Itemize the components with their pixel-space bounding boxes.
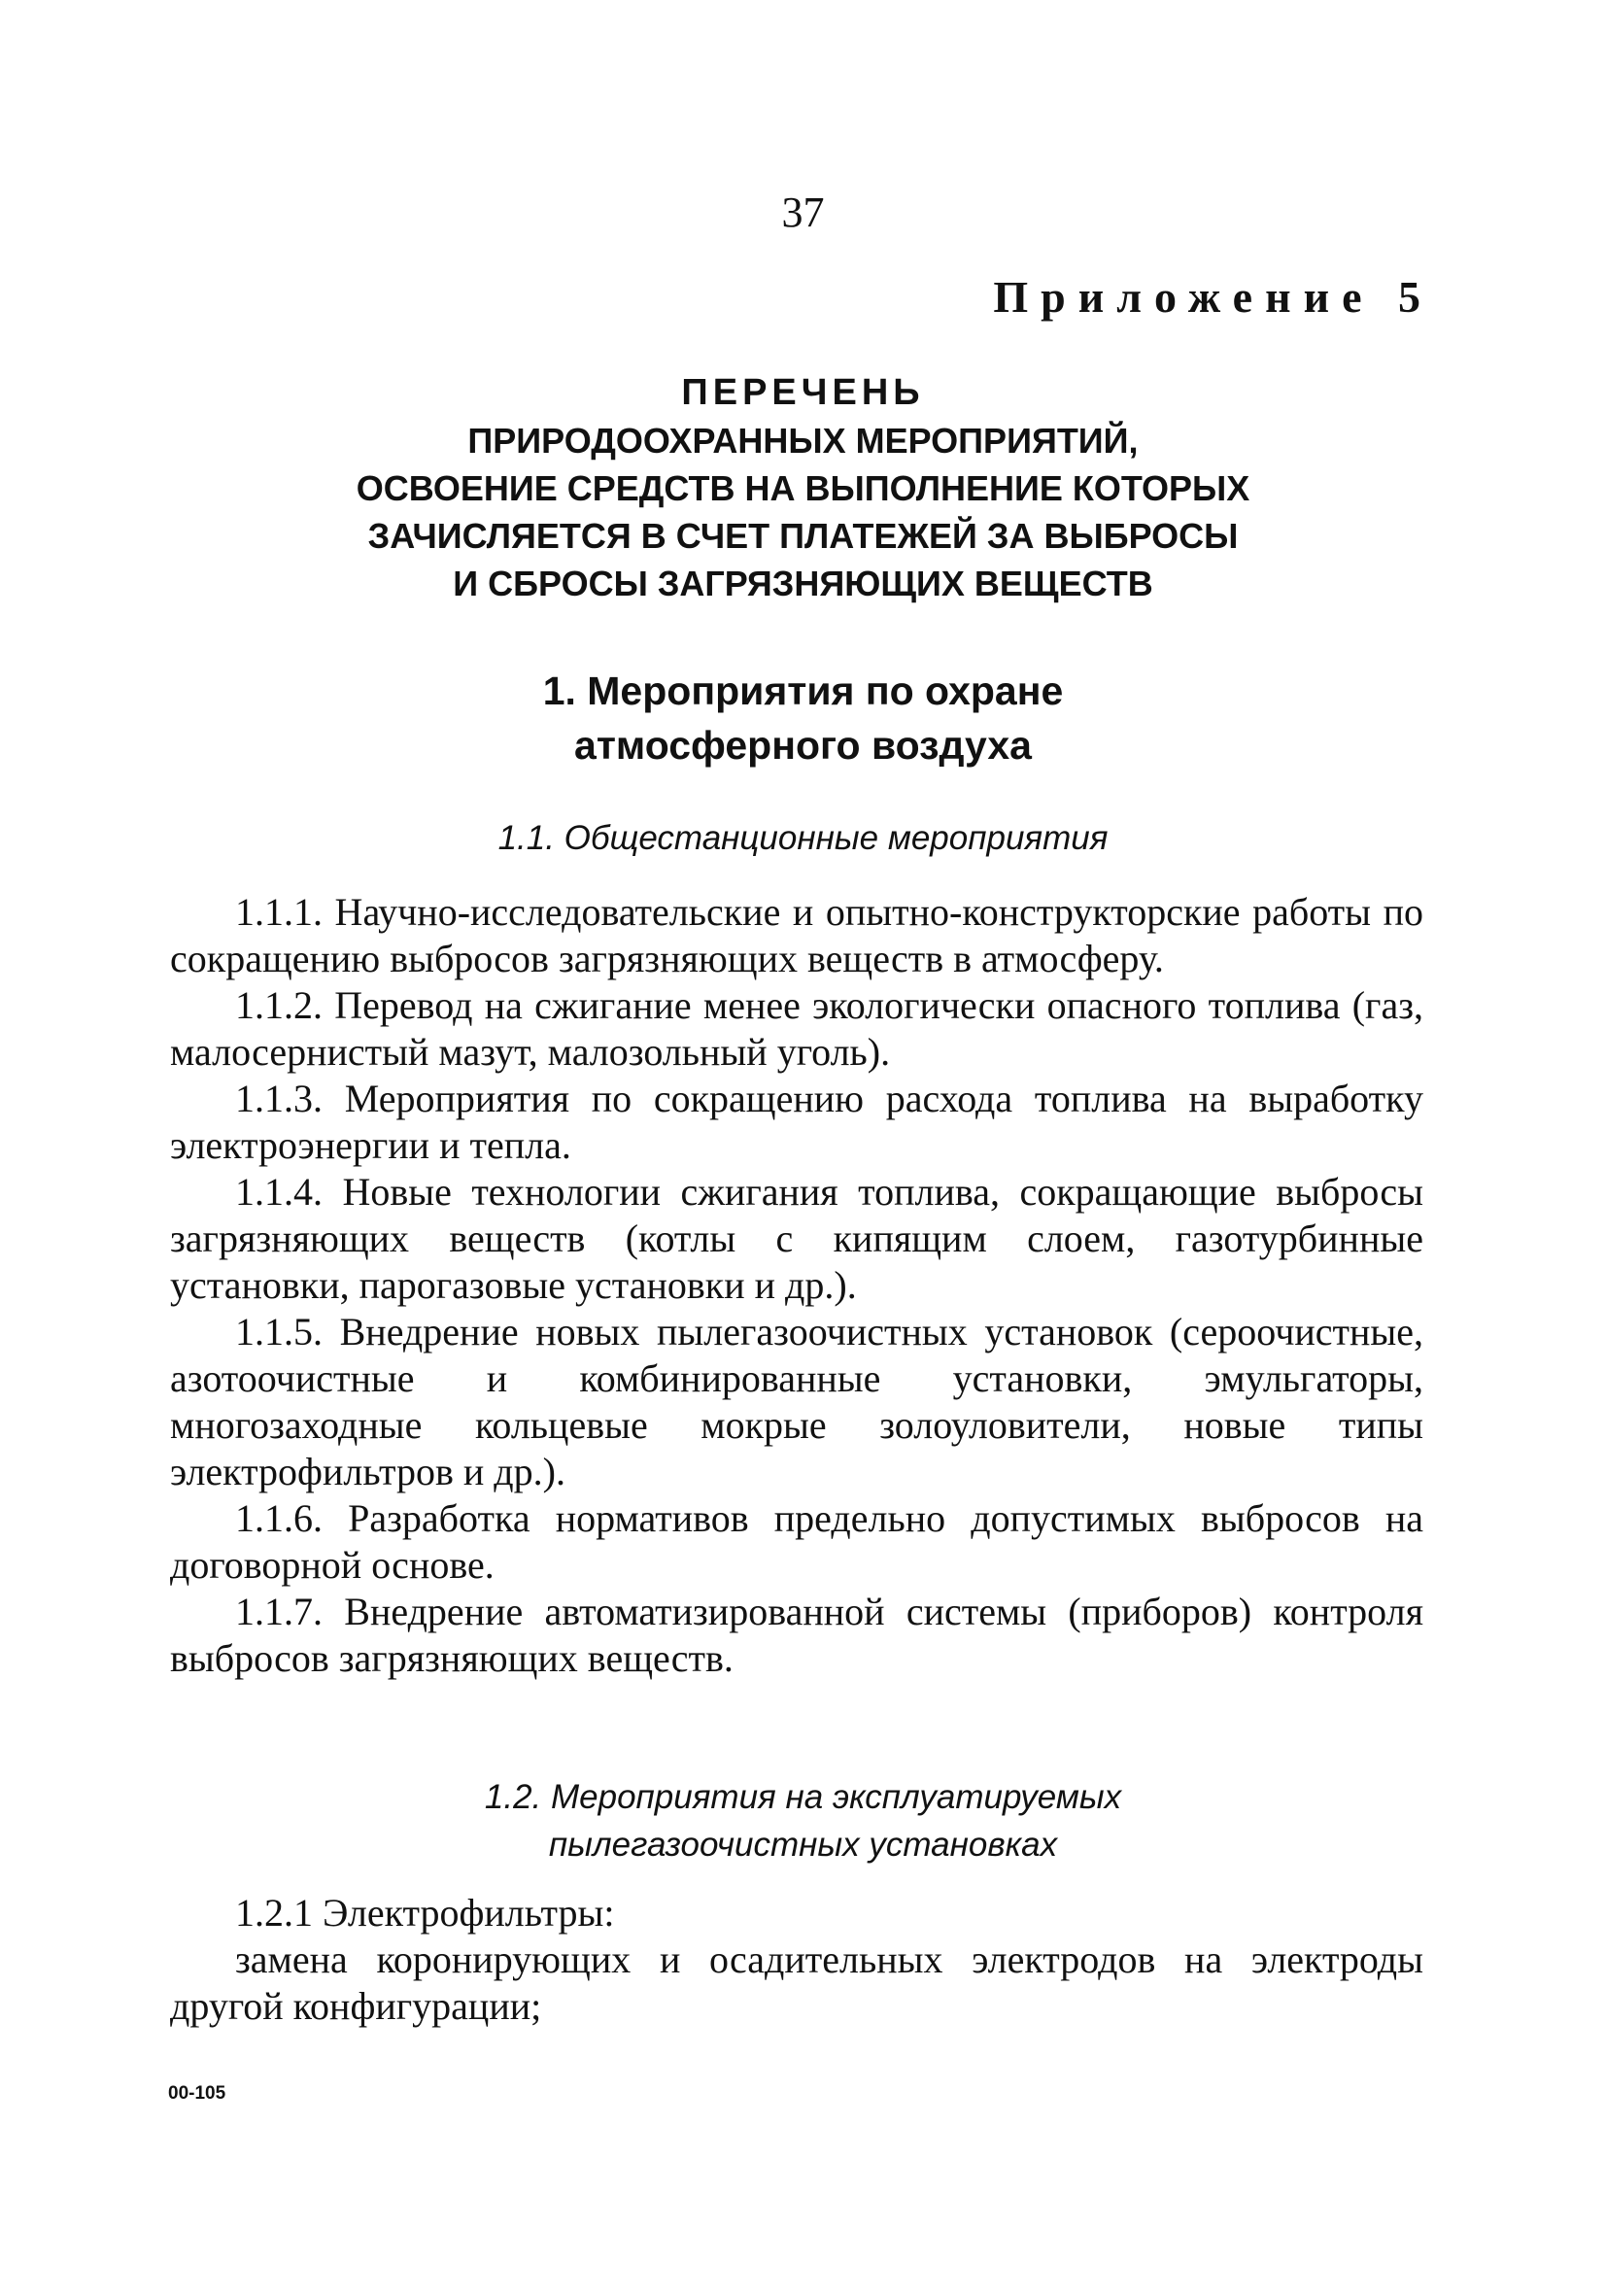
list-item: 1.1.4. Новые технологии сжигания топлива, сокращающие выбросы загрязняющих веществ (котлы с кипящим слоем, газотурбинные установки, парогазовые установки и др.).: [170, 1170, 1423, 1307]
title-line: И СБРОСЫ ЗАГРЯЗНЯЮЩИХ ВЕЩЕСТВ: [453, 564, 1153, 603]
subsection-heading-line: 1.2. Мероприятия на эксплуатируемых: [484, 1778, 1122, 1816]
list-item: 1.1.6. Разработка нормативов предельно допустимых выбросов на договорной основе.: [170, 1496, 1423, 1587]
subsection-heading-line: пылегазоочистных установках: [548, 1826, 1058, 1864]
subsection-body: [170, 1890, 1423, 2030]
footer-code: 00-105: [168, 2083, 226, 2104]
section-heading-line: 1. Мероприятия по охране: [542, 668, 1064, 713]
subsection-heading: [0, 1773, 1606, 1868]
subsection-body: [170, 889, 1423, 1682]
list-item: 1.2.1 Электрофильтры:: [235, 1891, 615, 1935]
list-item: замена коронирующих и осадительных электродов на электроды другой конфигурации;: [170, 1937, 1423, 2028]
title-line: ЗАЧИСЛЯЕТСЯ В СЧЕТ ПЛАТЕЖЕЙ ЗА ВЫБРОСЫ: [367, 516, 1239, 556]
page-number: 37: [781, 188, 825, 236]
section-heading: [0, 664, 1606, 772]
section-heading-line: атмосферного воздуха: [574, 723, 1032, 768]
list-item: 1.1.2. Перевод на сжигание менее экологически опасного топлива (газ, малосернистый мазут, малозольный уголь).: [170, 983, 1423, 1074]
title-line: ПЕРЕЧЕНЬ: [681, 372, 925, 413]
list-item: 1.1.5. Внедрение новых пылегазоочистных установок (сероочистные, азотоочистные и комбинированные установки, эмульгаторы, многозаходные кольцевые мокрые золоуловители, новые типы электрофильтров и др.).: [170, 1310, 1423, 1493]
list-item: 1.1.7. Внедрение автоматизированной системы (приборов) контроля выбросов загрязняющих веществ.: [170, 1590, 1423, 1680]
title-line: ПРИРОДООХРАННЫХ МЕРОПРИЯТИЙ,: [467, 421, 1139, 461]
document-title: [0, 369, 1606, 607]
appendix-label: Приложение 5: [993, 272, 1433, 322]
subsection-heading: 1.1. Общестанционные мероприятия: [497, 819, 1109, 857]
list-item: 1.1.1. Научно-исследовательские и опытно-конструкторские работы по сокращению выбросов загрязняющих веществ в атмосферу.: [170, 890, 1423, 980]
list-item: 1.1.3. Мероприятия по сокращению расхода топлива на выработку электроэнергии и тепла.: [170, 1077, 1423, 1167]
title-line: ОСВОЕНИЕ СРЕДСТВ НА ВЫПОЛНЕНИЕ КОТОРЫХ: [356, 468, 1250, 508]
